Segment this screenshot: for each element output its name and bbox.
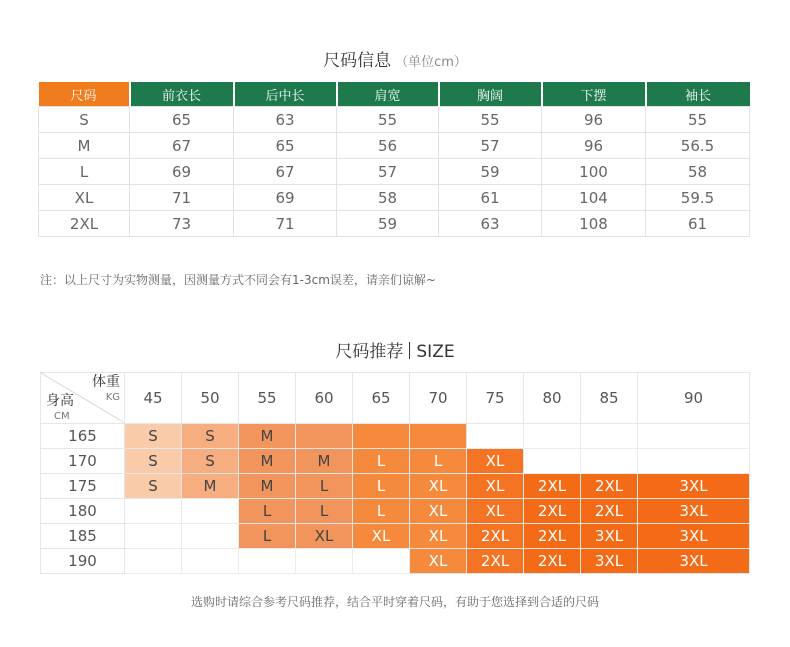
size-label-cell: L: [39, 159, 130, 185]
size-info-header-cell: 前衣长: [130, 82, 234, 107]
recommended-size-cell: [125, 549, 182, 574]
weight-header-row: [41, 373, 750, 424]
recommended-size-cell: [638, 449, 750, 474]
measurement-cell: 73: [130, 211, 234, 237]
recommended-size-cell: [125, 524, 182, 549]
measurement-cell: 69: [234, 185, 337, 211]
measurement-cell: 69: [130, 159, 234, 185]
size-info-header-cell: 胸阔: [439, 82, 542, 107]
weight-header-cell: 80: [524, 373, 581, 424]
size-info-title: [0, 46, 790, 71]
height-row: [41, 524, 750, 549]
recommend-title: [0, 337, 790, 362]
recommended-size-cell: 2XL: [581, 474, 638, 499]
footer-tip: 选购时请综合参考尺码推荐，结合平时穿着尺码，有助于您选择到合适的尺码: [190, 595, 599, 609]
recommended-size-cell: M: [239, 449, 296, 474]
size-info-row: [39, 185, 750, 211]
recommend-title-en: SIZE: [416, 342, 455, 362]
recommended-size-cell: XL: [353, 524, 410, 549]
recommended-size-cell: M: [239, 424, 296, 449]
measurement-cell: 59: [439, 159, 542, 185]
recommended-size-cell: XL: [410, 524, 467, 549]
recommended-size-cell: 2XL: [467, 524, 524, 549]
size-info-header-cell: 袖长: [646, 82, 750, 107]
recommended-size-cell: 2XL: [524, 549, 581, 574]
weight-unit: KG: [105, 392, 120, 403]
height-unit: CM: [54, 411, 70, 422]
measurement-cell: 61: [439, 185, 542, 211]
measurement-cell: 56: [337, 133, 439, 159]
height-row: [41, 474, 750, 499]
recommended-size-cell: [524, 449, 581, 474]
recommended-size-cell: L: [296, 474, 353, 499]
size-label-cell: S: [39, 107, 130, 133]
weight-header-cell: 70: [410, 373, 467, 424]
size-info-unit: （单位cm）: [395, 55, 467, 70]
size-label-cell: XL: [39, 185, 130, 211]
recommended-size-cell: XL: [467, 474, 524, 499]
height-row: [41, 424, 750, 449]
measurement-cell: 59.5: [646, 185, 750, 211]
height-header-cell: 170: [41, 449, 125, 474]
size-info-header-cell: 肩宽: [337, 82, 439, 107]
weight-header-cell: 85: [581, 373, 638, 424]
recommended-size-cell: XL: [296, 524, 353, 549]
measurement-cell: 57: [337, 159, 439, 185]
size-info-header-cell: 尺码: [39, 82, 130, 107]
recommended-size-cell: L: [239, 499, 296, 524]
recommended-size-cell: [125, 499, 182, 524]
measurement-cell: 58: [337, 185, 439, 211]
measurement-cell: 67: [234, 159, 337, 185]
recommended-size-cell: [410, 424, 467, 449]
recommended-size-cell: XL: [410, 499, 467, 524]
recommended-size-cell: [353, 549, 410, 574]
height-header-cell: 185: [41, 524, 125, 549]
measurement-cell: 67: [130, 133, 234, 159]
recommended-size-cell: XL: [410, 549, 467, 574]
recommended-size-cell: S: [125, 474, 182, 499]
size-info-row: [39, 211, 750, 237]
weight-header-cell: 65: [353, 373, 410, 424]
recommended-size-cell: [182, 499, 239, 524]
title-separator: [409, 342, 410, 359]
size-info-row: [39, 133, 750, 159]
weight-label: 体重: [92, 374, 120, 390]
measurement-cell: 100: [542, 159, 646, 185]
measurement-cell: 56.5: [646, 133, 750, 159]
measurement-cell: 59: [337, 211, 439, 237]
recommended-size-cell: 3XL: [638, 524, 750, 549]
recommended-size-cell: XL: [467, 449, 524, 474]
recommended-size-cell: L: [353, 499, 410, 524]
recommended-size-cell: S: [182, 449, 239, 474]
height-header-cell: 175: [41, 474, 125, 499]
recommended-size-cell: S: [125, 424, 182, 449]
recommended-size-cell: XL: [467, 499, 524, 524]
recommended-size-cell: 2XL: [467, 549, 524, 574]
measurement-cell: 96: [542, 107, 646, 133]
measurement-cell: 71: [130, 185, 234, 211]
recommended-size-cell: 2XL: [581, 499, 638, 524]
recommended-size-cell: 3XL: [581, 524, 638, 549]
recommended-size-cell: M: [182, 474, 239, 499]
recommended-size-cell: S: [182, 424, 239, 449]
size-label-cell: M: [39, 133, 130, 159]
size-info-header-cell: 下摆: [542, 82, 646, 107]
height-header-cell: 165: [41, 424, 125, 449]
recommended-size-cell: 3XL: [581, 549, 638, 574]
recommended-size-cell: [524, 424, 581, 449]
recommended-size-cell: L: [296, 499, 353, 524]
recommended-size-cell: L: [239, 524, 296, 549]
recommended-size-cell: 2XL: [524, 524, 581, 549]
height-row: [41, 449, 750, 474]
weight-header-cell: 75: [467, 373, 524, 424]
size-label-cell: 2XL: [39, 211, 130, 237]
size-info-header-cell: 后中长: [234, 82, 337, 107]
measurement-cell: 65: [130, 107, 234, 133]
measurement-cell: 61: [646, 211, 750, 237]
measurement-cell: 71: [234, 211, 337, 237]
weight-header-cell: 55: [239, 373, 296, 424]
size-info-title-text: 尺码信息: [323, 51, 392, 71]
recommended-size-cell: M: [239, 474, 296, 499]
measurement-cell: 57: [439, 133, 542, 159]
recommended-size-cell: [581, 424, 638, 449]
measurement-cell: 58: [646, 159, 750, 185]
weight-axis-label: [92, 375, 120, 405]
recommended-size-cell: 2XL: [524, 499, 581, 524]
recommended-size-cell: [581, 449, 638, 474]
corner-header-cell: [41, 373, 125, 424]
measurement-cell: 65: [234, 133, 337, 159]
measurement-cell: 63: [234, 107, 337, 133]
recommended-size-cell: [239, 549, 296, 574]
recommended-size-cell: [467, 424, 524, 449]
weight-header-cell: 50: [182, 373, 239, 424]
height-row: [41, 499, 750, 524]
measurement-note: 注：以上尺寸为实物测量，因测量方式不同会有1-3cm误差，请亲们谅解~: [40, 273, 436, 287]
size-info-body: [39, 107, 750, 237]
recommended-size-cell: [638, 424, 750, 449]
measurement-cell: 55: [646, 107, 750, 133]
size-info-row: [39, 107, 750, 133]
height-header-cell: 180: [41, 499, 125, 524]
height-header-cell: 190: [41, 549, 125, 574]
measurement-cell: 55: [337, 107, 439, 133]
measurement-cell: 63: [439, 211, 542, 237]
size-info-row: [39, 159, 750, 185]
measurement-cell: 108: [542, 211, 646, 237]
height-label: 身高: [46, 393, 74, 409]
recommended-size-cell: L: [353, 449, 410, 474]
weight-header-cell: 90: [638, 373, 750, 424]
measurement-cell: 104: [542, 185, 646, 211]
recommended-size-cell: 2XL: [524, 474, 581, 499]
recommended-size-cell: XL: [410, 474, 467, 499]
recommended-size-cell: [296, 424, 353, 449]
recommended-size-cell: [353, 424, 410, 449]
recommended-size-cell: M: [296, 449, 353, 474]
recommended-size-cell: 3XL: [638, 549, 750, 574]
recommend-title-text: 尺码推荐: [335, 342, 404, 362]
recommended-size-cell: L: [410, 449, 467, 474]
recommended-size-cell: [182, 524, 239, 549]
recommended-size-cell: S: [125, 449, 182, 474]
weight-header-cell: 45: [125, 373, 182, 424]
size-recommend-table: [40, 372, 750, 574]
size-info-header-row: [39, 82, 750, 107]
recommended-size-cell: 3XL: [638, 499, 750, 524]
measurement-cell: 96: [542, 133, 646, 159]
measurement-cell: 55: [439, 107, 542, 133]
recommended-size-cell: L: [353, 474, 410, 499]
recommended-size-cell: [296, 549, 353, 574]
recommended-size-cell: 3XL: [638, 474, 750, 499]
height-row: [41, 549, 750, 574]
height-axis-label: [46, 394, 74, 424]
size-info-table: [38, 82, 750, 237]
weight-header-cell: 60: [296, 373, 353, 424]
recommended-size-cell: [182, 549, 239, 574]
